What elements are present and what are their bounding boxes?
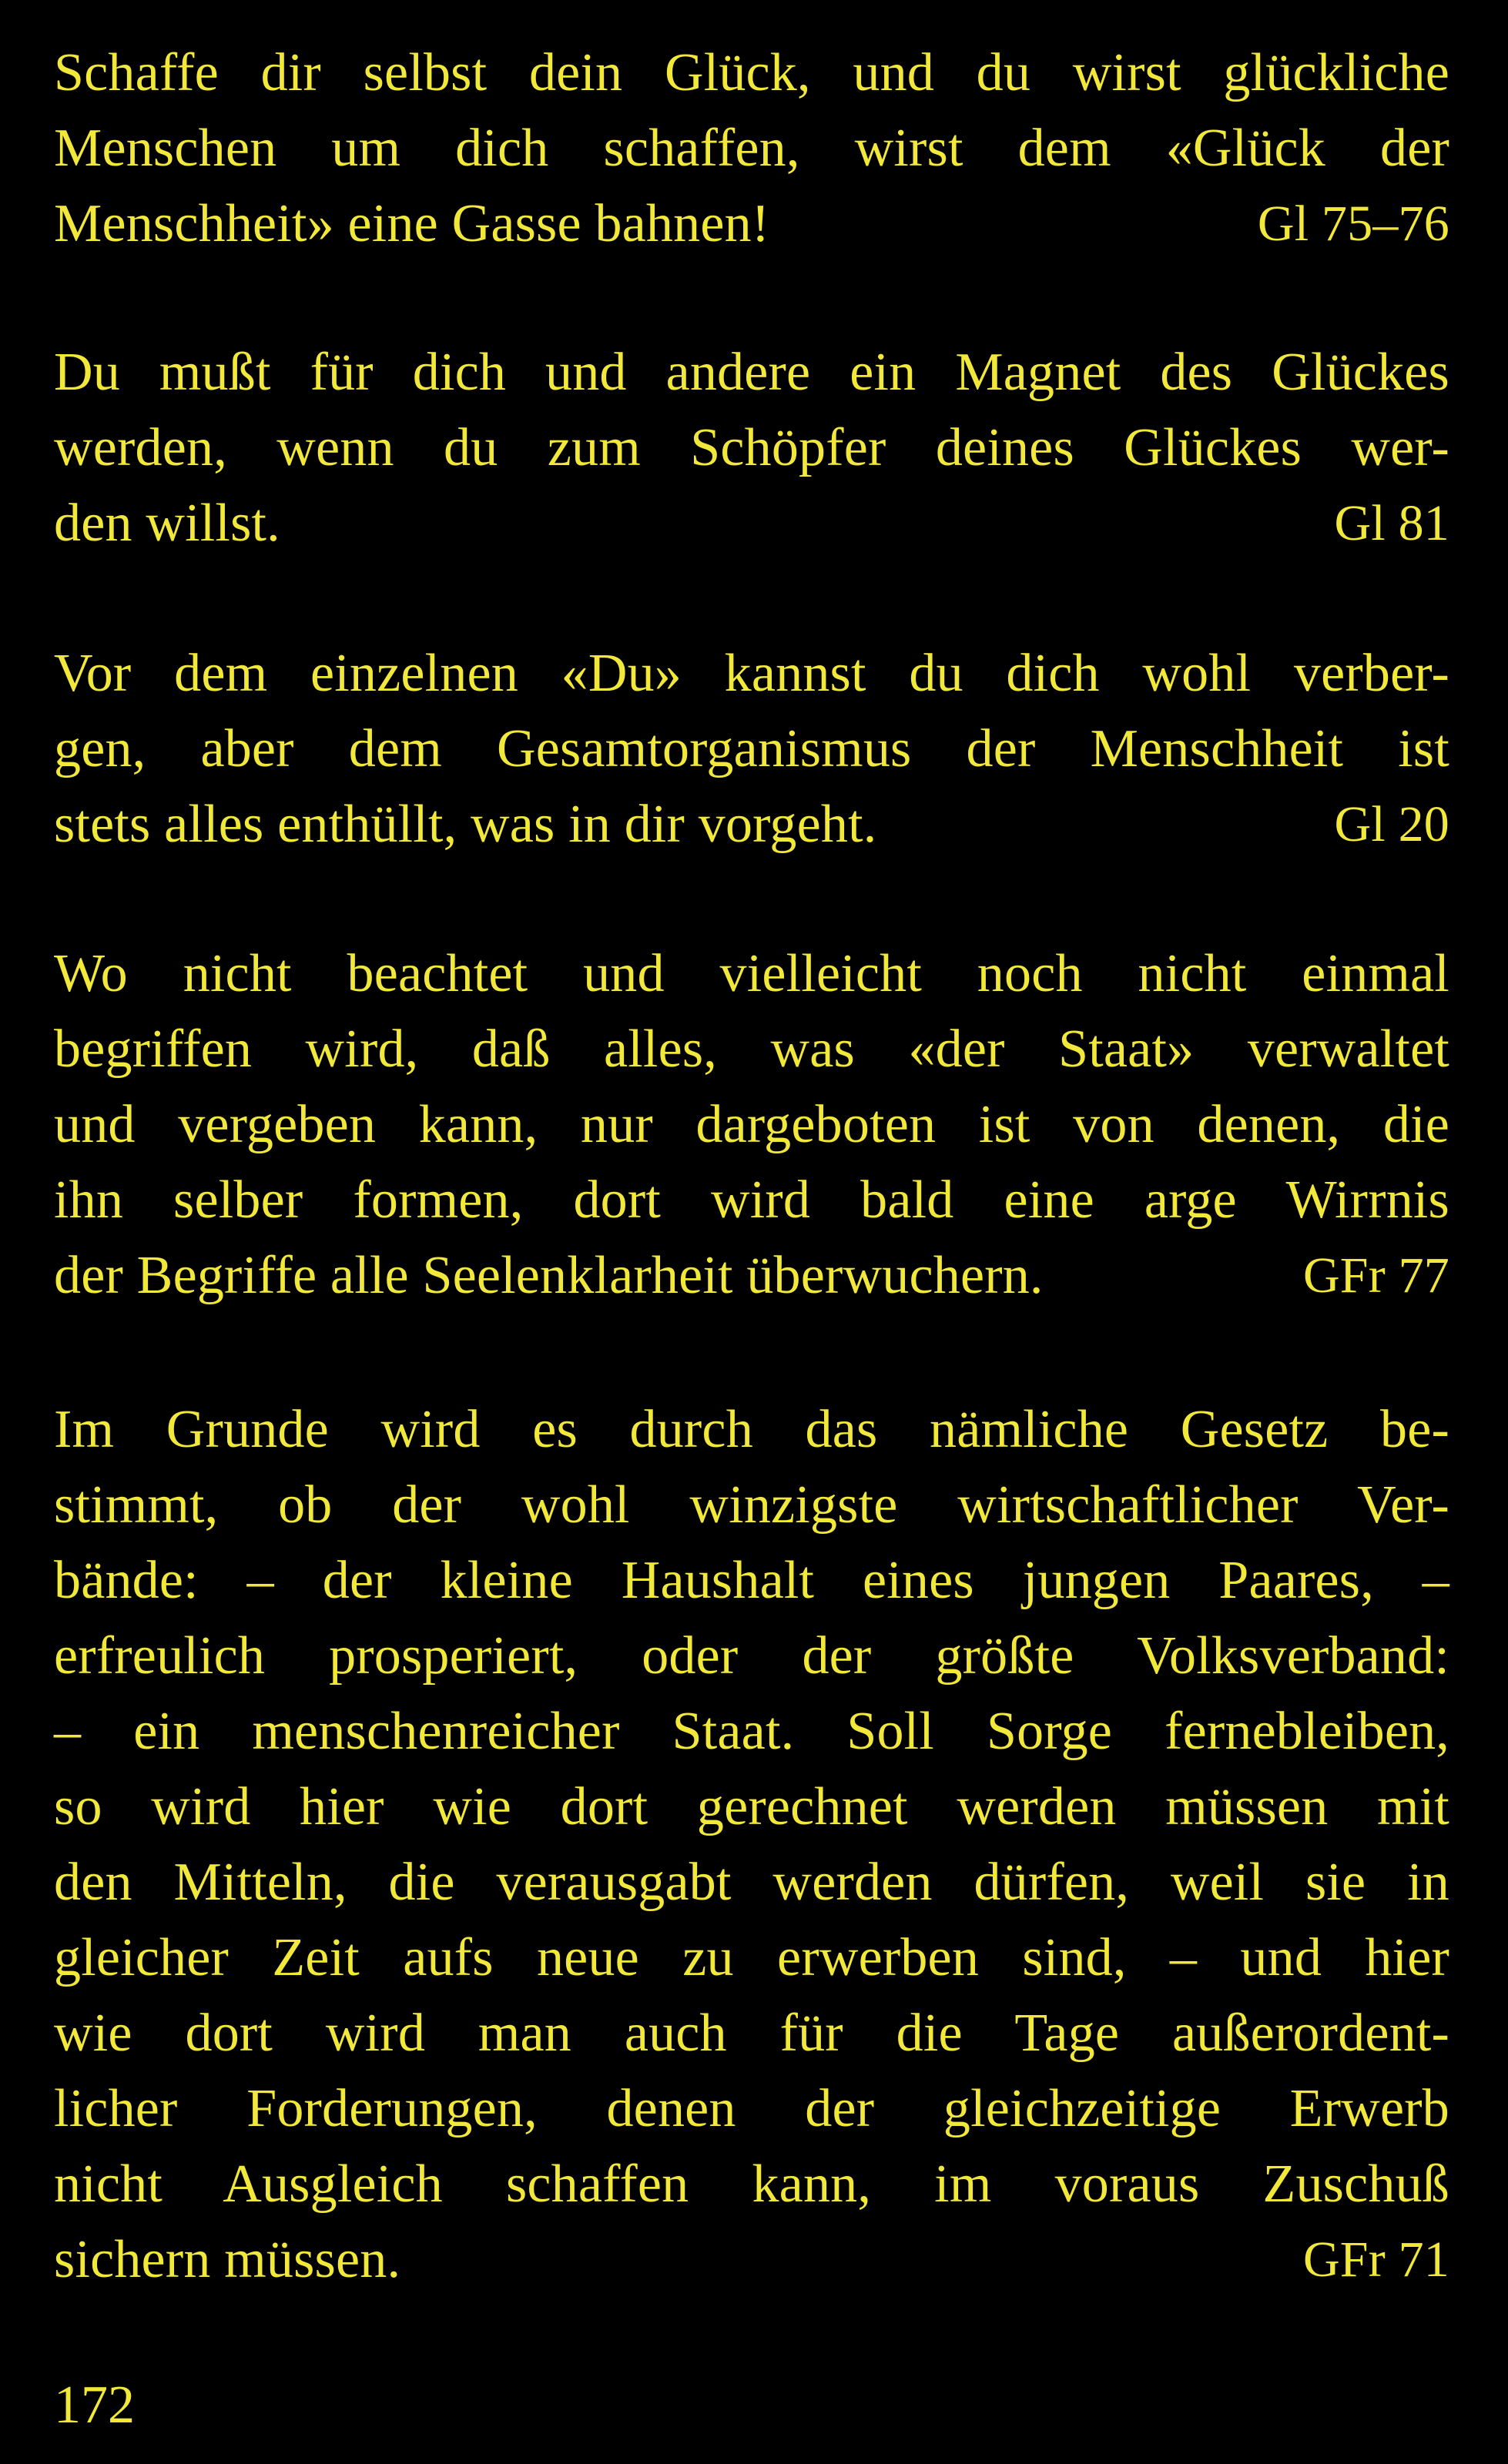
- quote-1: [54, 35, 1449, 262]
- quote-line: Schaffe dir selbst dein Glück, und du wirst glückliche: [54, 43, 1449, 102]
- quote-line: nicht Ausgleich schaffen kann, im voraus Zuschuß: [54, 2154, 1449, 2214]
- quote-line: gleicher Zeit aufs neue zu erwerben sind, – und hier: [54, 1928, 1449, 1987]
- quote-line: Vor dem einzelnen «Du» kannst du dich wohl verber-: [54, 644, 1449, 703]
- quote-line: so wird hier wie dort gerechnet werden müssen mit: [54, 1777, 1449, 1836]
- quote-line: erfreulich prosperiert, oder der größte Volksverband:: [54, 1626, 1449, 1686]
- quote-4: [54, 936, 1449, 1314]
- quote-line: stets alles enthüllt, was in dir vorgeht.: [54, 795, 877, 854]
- source-reference: Gl 75–76: [1257, 196, 1449, 252]
- quote-line: sichern müssen.: [54, 2230, 401, 2289]
- quote-line: den willst.: [54, 494, 280, 553]
- quote-line: licher Forderungen, denen der gleichzeitige Erwerb: [54, 2079, 1449, 2138]
- quote-line: Menschheit» eine Gasse bahnen!: [54, 194, 770, 253]
- quote-line: Du mußt für dich und andere ein Magnet des Glückes: [54, 343, 1449, 402]
- quote-line: stimmt, ob der wohl winzigste wirtschaftlicher Ver-: [54, 1475, 1449, 1535]
- source-reference: GFr 71: [1302, 2231, 1449, 2288]
- quote-line: begriffen wird, daß alles, was «der Staat» verwaltet: [54, 1019, 1449, 1079]
- source-reference: Gl 81: [1334, 495, 1449, 551]
- quote-line: und vergeben kann, nur dargeboten ist von denen, die: [54, 1095, 1449, 1154]
- quote-line: werden, wenn du zum Schöpfer deines Glückes wer-: [54, 418, 1449, 477]
- quote-line: Wo nicht beachtet und vielleicht noch nicht einmal: [54, 944, 1449, 1003]
- quote-line: bände: – der kleine Haushalt eines jungen Paares, –: [54, 1551, 1449, 1610]
- quote-line: Menschen um dich schaffen, wirst dem «Glück der: [54, 119, 1449, 178]
- quote-line: wie dort wird man auch für die Tage außerordent-: [54, 2004, 1449, 2063]
- quote-3: [54, 636, 1449, 862]
- quote-line: ihn selber formen, dort wird bald eine arge Wirrnis: [54, 1170, 1449, 1230]
- quote-line: der Begriffe alle Seelenklarheit überwuchern.: [54, 1246, 1044, 1305]
- quote-line: Im Grunde wird es durch das nämliche Gesetz be-: [54, 1400, 1449, 1459]
- quote-line: – ein menschenreicher Staat. Soll Sorge fernebleiben,: [54, 1702, 1449, 1761]
- source-reference: Gl 20: [1334, 796, 1449, 852]
- quote-5: [54, 1392, 1449, 2298]
- source-reference: GFr 77: [1302, 1247, 1449, 1304]
- quote-line: gen, aber dem Gesamtorganismus der Menschheit ist: [54, 719, 1449, 778]
- quote-line: den Mitteln, die verausgabt werden dürfen, weil sie in: [54, 1853, 1449, 1912]
- page-number: 172: [54, 2375, 135, 2435]
- quote-2: [54, 335, 1449, 561]
